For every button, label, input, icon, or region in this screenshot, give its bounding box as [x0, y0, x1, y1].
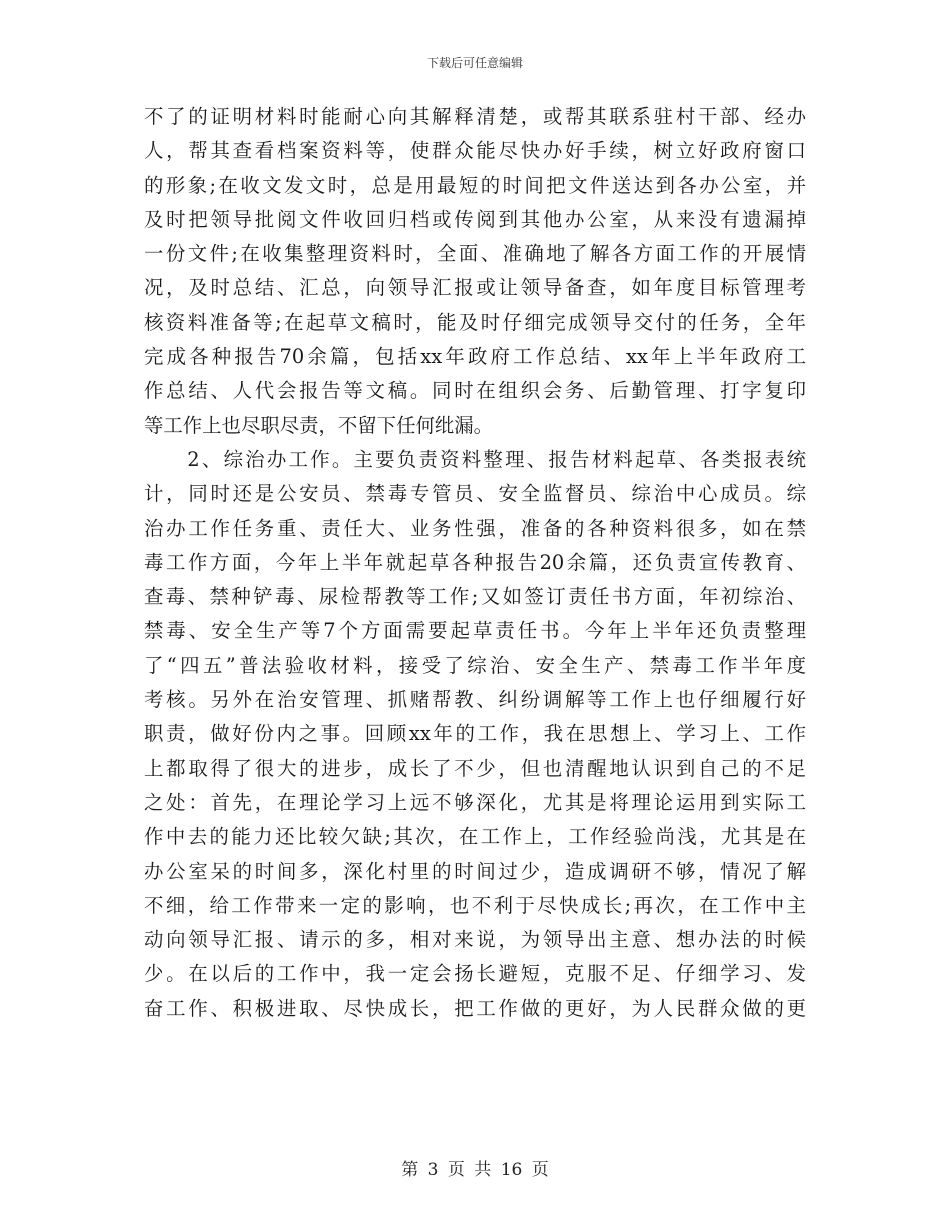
text-line: 的形象;在收文发文时，总是用最短的时间把文件送达到各办公室，并 — [144, 173, 806, 197]
text-line: 不了的证明材料时能耐心向其解释清楚，或帮其联系驻村干部、经办 — [144, 105, 806, 128]
text-line: 核资料准备等;在起草文稿时，能及时仔细完成领导交付的任务，全年 — [144, 310, 806, 334]
text-line: 治办工作任务重、责任大、业务性强，准备的各种资料很多，如在禁 — [144, 516, 806, 540]
text-line: 作中去的能力还比较欠缺;其次，在工作上，工作经验尚浅，尤其是在 — [144, 825, 806, 849]
text-line: 计，同时还是公安员、禁毒专管员、安全监督员、综治中心成员。综 — [144, 482, 806, 506]
text-line: 况，及时总结、汇总，向领导汇报或让领导备查，如年度目标管理考 — [144, 276, 806, 300]
text-line: 不细，给工作带来一定的影响，也不利于尽快成长;再次，在工作中主 — [144, 893, 806, 917]
text-line: 了“四五”普法验收材料，接受了综治、安全生产、禁毒工作半年度 — [144, 653, 806, 677]
text-line: 一份文件;在收集整理资料时，全面、准确地了解各方面工作的开展情 — [144, 242, 806, 266]
text-line: 上都取得了很大的进步，成长了不少，但也清醒地认识到自己的不足 — [144, 756, 806, 780]
text-line: 之处：首先，在理论学习上远不够深化，尤其是将理论运用到实际工 — [144, 790, 806, 814]
text-line: 等工作上也尽职尽责，不留下任何纰漏。 — [144, 413, 494, 437]
page-number-footer: 第 3 页 共 16 页 — [401, 1160, 549, 1180]
text-line: 查毒、禁种铲毒、尿检帮教等工作;又如签订责任书方面，年初综治、 — [144, 585, 806, 609]
text-line: 毒工作方面，今年上半年就起草各种报告20余篇，还负责宣传教育、 — [144, 550, 806, 574]
text-line: 少。在以后的工作中，我一定会扬长避短，克服不足、仔细学习、发 — [144, 962, 806, 986]
text-line: 2、综治办工作。主要负责资料整理、报告材料起草、各类报表统 — [144, 447, 806, 471]
text-line: 奋工作、积极进取、尽快成长，把工作做的更好，为人民群众做的更 — [144, 996, 806, 1020]
text-line: 考核。另外在治安管理、抓赌帮教、纠纷调解等工作上也仔细履行好 — [144, 688, 806, 712]
text-line: 作总结、人代会报告等文稿。同时在组织会务、后勤管理、打字复印 — [144, 379, 806, 403]
text-line: 禁毒、安全生产等7个方面需要起草责任书。今年上半年还负责整理 — [144, 619, 806, 643]
text-line: 职责，做好份内之事。回顾xx年的工作，我在思想上、学习上、工作 — [144, 722, 806, 746]
document-body — [144, 100, 806, 1026]
text-line: 办公室呆的时间多，深化村里的时间过少，造成调研不够，情况了解 — [144, 859, 806, 883]
text-line: 及时把领导批阅文件收回归档或传阅到其他办公室，从来没有遗漏掉 — [144, 207, 806, 231]
text-line: 完成各种报告70余篇，包括xx年政府工作总结、xx年上半年政府工 — [144, 345, 806, 369]
page-header: 下载后可任意编辑 — [426, 56, 523, 70]
text-line: 人，帮其查看档案资料等，使群众能尽快办好手续，树立好政府窗口 — [144, 139, 806, 163]
text-line: 动向领导汇报、请示的多，相对来说，为领导出主意、想办法的时候 — [144, 928, 806, 952]
